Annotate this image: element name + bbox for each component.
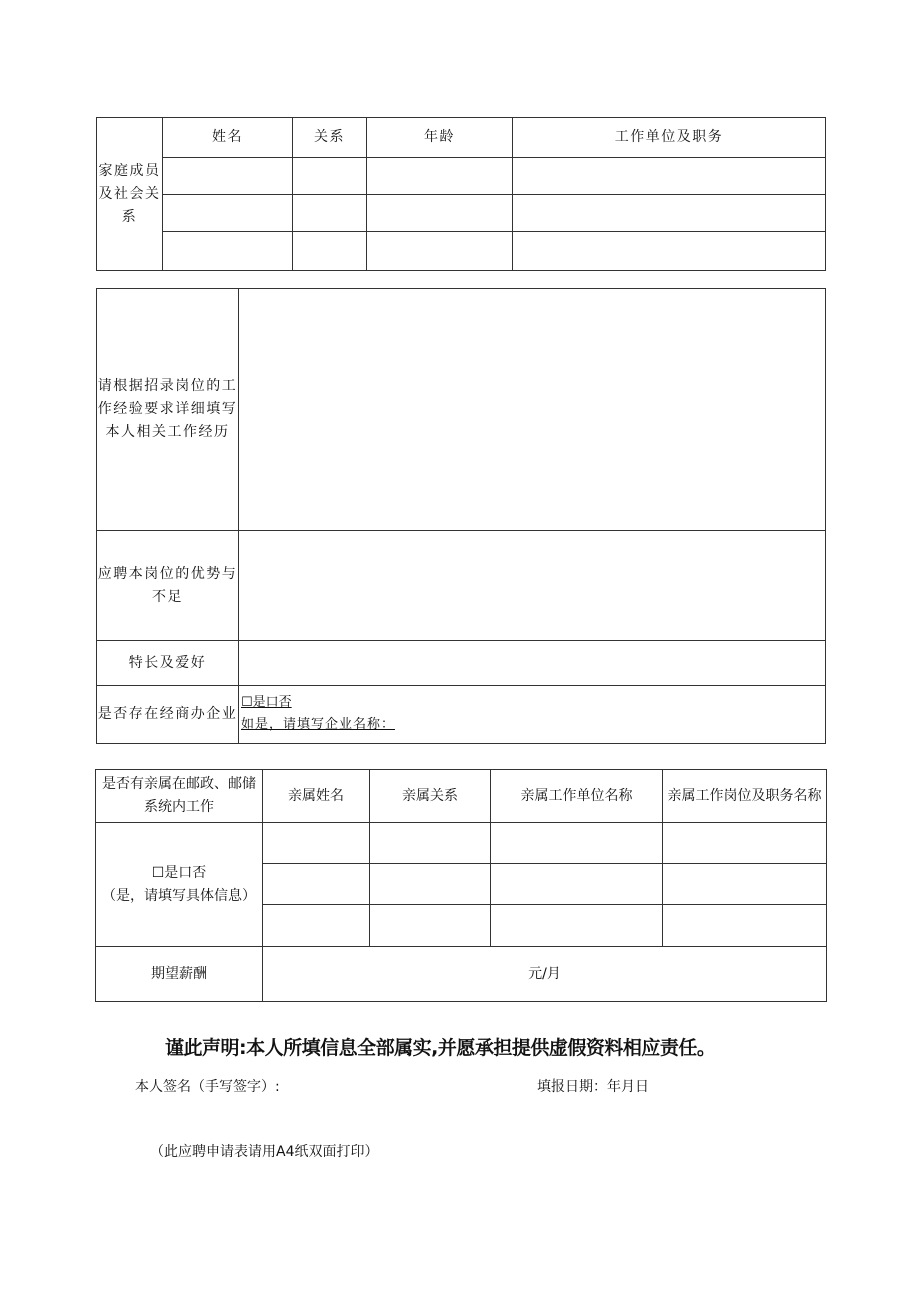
strengths-label: 应聘本岗位的优势与不足: [97, 531, 239, 641]
relatives-answer: [96, 823, 263, 947]
relative-name-cell[interactable]: [263, 823, 370, 864]
hobbies-label: 特长及爱好: [97, 641, 239, 686]
family-name-cell[interactable]: [163, 195, 293, 232]
declaration: 谨此声明:本人所填信息全部属实,并愿承担提供虚假资料相应责任。: [165, 1037, 716, 1059]
work-experience-field[interactable]: [239, 289, 826, 531]
family-relation-cell[interactable]: [293, 158, 367, 195]
relative-position-cell[interactable]: [663, 905, 827, 947]
relative-employer-cell[interactable]: [491, 905, 663, 947]
strengths-field[interactable]: [239, 531, 826, 641]
relative-position-cell[interactable]: [663, 864, 827, 905]
print-note: （此应聘申请表请用A4纸双面打印）: [150, 1144, 379, 1160]
family-employer-cell[interactable]: [513, 158, 826, 195]
hobbies-field[interactable]: [239, 641, 826, 686]
experience-table: [96, 288, 826, 744]
family-employer-cell[interactable]: [513, 232, 826, 271]
header-relative-name: 亲属姓名: [263, 770, 370, 823]
business-company-prompt[interactable]: 如是，请填写企业名称：: [241, 717, 396, 732]
family-relation-cell[interactable]: [293, 232, 367, 271]
family-table: [96, 117, 826, 271]
relative-relation-cell[interactable]: [370, 905, 491, 947]
family-age-cell[interactable]: [367, 158, 513, 195]
date-label: 填报日期：年月日: [537, 1079, 649, 1095]
family-section-label: 家庭成员及社会关系: [97, 118, 163, 271]
relative-name-cell[interactable]: [263, 864, 370, 905]
header-name: 姓名: [163, 118, 293, 158]
relative-position-cell[interactable]: [663, 823, 827, 864]
family-relation-cell[interactable]: [293, 195, 367, 232]
header-relation: 关系: [293, 118, 367, 158]
business-options[interactable]: ☐是口否: [241, 695, 292, 710]
relative-relation-cell[interactable]: [370, 864, 491, 905]
header-employer-position: 工作单位及职务: [513, 118, 826, 158]
family-name-cell[interactable]: [163, 158, 293, 195]
family-employer-cell[interactable]: [513, 195, 826, 232]
relative-relation-cell[interactable]: [370, 823, 491, 864]
header-relative-employer: 亲属工作单位名称: [491, 770, 663, 823]
header-relative-relation: 亲属关系: [370, 770, 491, 823]
relatives-note: （是，请填写具体信息）: [102, 887, 256, 904]
family-age-cell[interactable]: [367, 232, 513, 271]
relative-employer-cell[interactable]: [491, 864, 663, 905]
family-age-cell[interactable]: [367, 195, 513, 232]
business-field: [239, 686, 826, 744]
salary-label: 期望薪酬: [96, 947, 263, 1002]
relatives-options[interactable]: ☐是口否: [151, 864, 207, 881]
family-name-cell[interactable]: [163, 232, 293, 271]
relative-name-cell[interactable]: [263, 905, 370, 947]
business-label: 是否存在经商办企业: [97, 686, 239, 744]
header-age: 年龄: [367, 118, 513, 158]
salary-field[interactable]: 元/月: [263, 947, 827, 1002]
relative-employer-cell[interactable]: [491, 823, 663, 864]
header-relative-position: 亲属工作岗位及职务名称: [663, 770, 827, 823]
relatives-table: [95, 769, 827, 1002]
work-experience-label: 请根据招录岗位的工作经验要求详细填写本人相关工作经历: [97, 289, 239, 531]
signature-label: 本人签名（手写签字）:: [135, 1079, 280, 1095]
relatives-question: 是否有亲属在邮政、邮储系统内工作: [96, 770, 263, 823]
